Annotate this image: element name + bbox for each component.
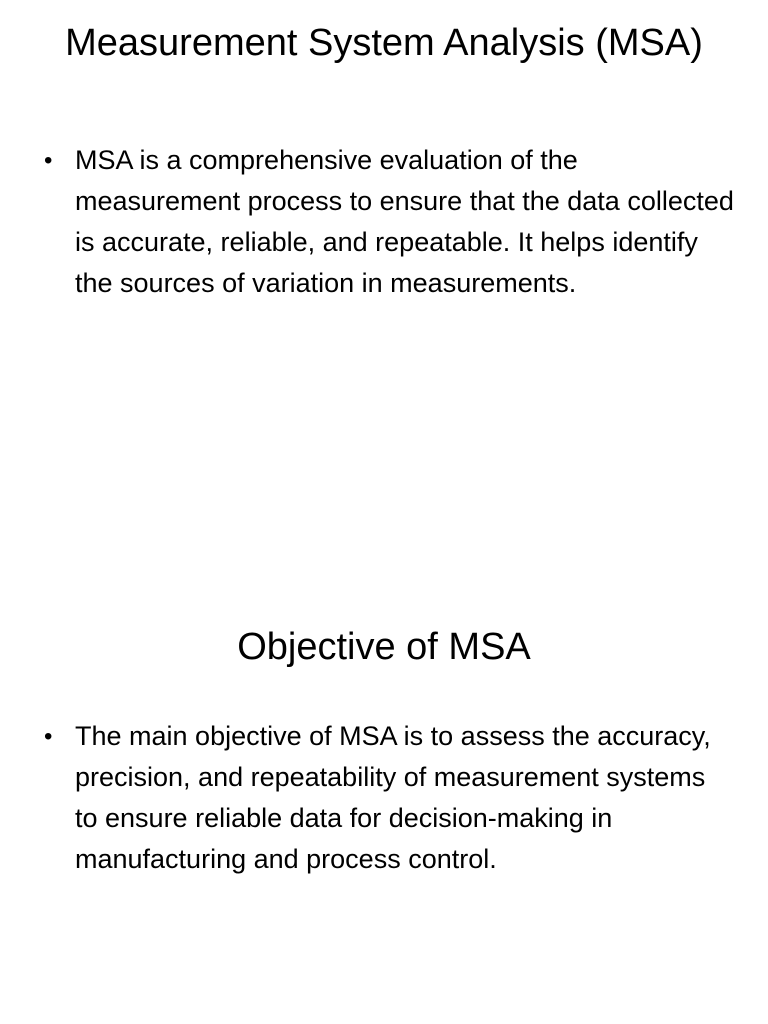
bullet-item <box>44 140 734 304</box>
bullet-item <box>44 716 734 880</box>
bullet-icon: • <box>44 147 53 174</box>
bullet-text: MSA is a comprehensive evaluation of the measurement process to ensure that the data collected is accurate, reliable, and repeatable. It helps identify the sources of variation in measurements. <box>75 145 734 298</box>
slide-title: Measurement System Analysis (MSA) <box>65 22 703 64</box>
slide-msa-objective <box>0 512 768 1024</box>
slide-title: Objective of MSA <box>237 626 531 668</box>
bullet-icon: • <box>44 723 53 750</box>
bullet-list <box>44 716 734 880</box>
bullet-text: The main objective of MSA is to assess the accuracy, precision, and repeatability of measurement systems to ensure reliable data for decision-making in manufacturing and process control. <box>75 721 711 874</box>
bullet-list <box>44 140 734 304</box>
